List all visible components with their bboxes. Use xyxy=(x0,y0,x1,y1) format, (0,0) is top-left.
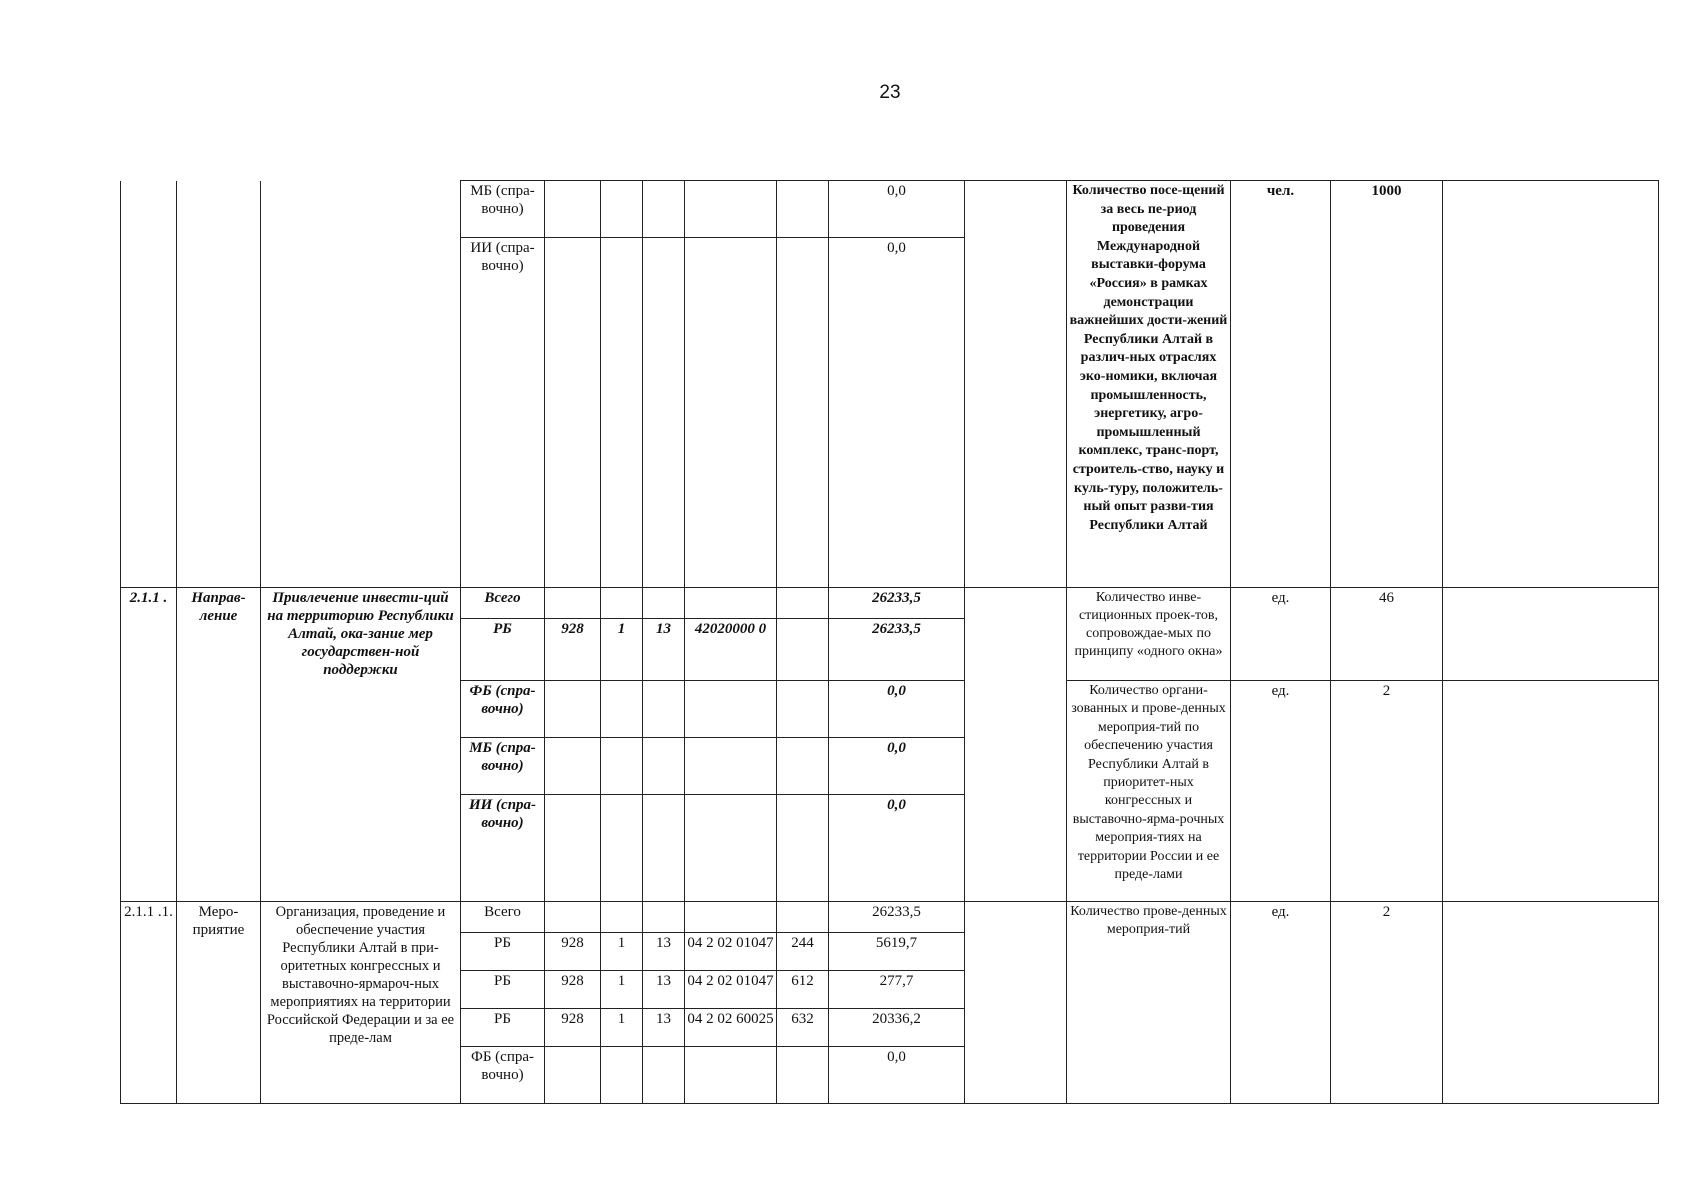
cell-pr: 13 xyxy=(643,1009,685,1047)
cell-pr xyxy=(643,902,685,933)
cell-blank xyxy=(965,902,1067,1104)
cell-source: МБ (спра-вочно) xyxy=(461,181,545,238)
cell-csr: 04 2 02 60025 xyxy=(685,1009,777,1047)
cell-csr xyxy=(685,181,777,238)
cell-csr xyxy=(685,588,777,619)
cell-vr: 612 xyxy=(777,971,829,1009)
cell-number: 2.1.1 .1. xyxy=(121,902,177,1104)
cell-type: Направ-ление xyxy=(177,588,261,902)
cell-note xyxy=(1443,181,1659,588)
cell-name: Организация, проведение и обеспечение участия Республики Алтай в при-оритетных конгрессных и выставочно-ярмароч-ных мероприятиях на территории Российской Федерации и за ее преде-лам xyxy=(261,902,461,1104)
cell-vr xyxy=(777,681,829,738)
cell-amount: 0,0 xyxy=(829,238,965,588)
cell-rz xyxy=(601,738,643,795)
cell-rz: 1 xyxy=(601,971,643,1009)
cell-indicator: Количество органи-зованных и прове-денных мероприя-тий по обеспечению участия Республики Алтай в приоритет-ных конгрессных и выставочно-ярма-рочных мероприя-тиях на территории России и ее преде-лами xyxy=(1067,681,1231,902)
cell-indicator: Количество инве-стиционных проек-тов, сопровождае-мых по принципу «одного окна» xyxy=(1067,588,1231,681)
cell-amount: 26233,5 xyxy=(829,619,965,681)
cell-gr xyxy=(545,681,601,738)
cell-name-empty xyxy=(261,181,461,588)
cell-amount: 26233,5 xyxy=(829,588,965,619)
cell-source: РБ xyxy=(461,933,545,971)
cell-gr: 928 xyxy=(545,619,601,681)
cell-rz xyxy=(601,795,643,902)
cell-vr xyxy=(777,1047,829,1104)
cell-source: Всего xyxy=(461,902,545,933)
cell-amount: 277,7 xyxy=(829,971,965,1009)
cell-blank xyxy=(965,588,1067,902)
cell-pr: 13 xyxy=(643,619,685,681)
cell-note xyxy=(1443,588,1659,681)
cell-pr xyxy=(643,181,685,238)
cell-csr xyxy=(685,902,777,933)
cell-number: 2.1.1 . xyxy=(121,588,177,902)
cell-source: ФБ (спра-вочно) xyxy=(461,681,545,738)
cell-amount: 0,0 xyxy=(829,738,965,795)
cell-pr: 13 xyxy=(643,933,685,971)
cell-vr xyxy=(777,795,829,902)
cell-pr xyxy=(643,238,685,588)
cell-source: РБ xyxy=(461,619,545,681)
cell-csr xyxy=(685,238,777,588)
cell-unit: ед. xyxy=(1231,681,1331,902)
cell-blank xyxy=(965,181,1067,588)
page-number: 23 xyxy=(879,82,901,103)
cell-csr xyxy=(685,738,777,795)
cell-value: 1000 xyxy=(1331,181,1443,588)
cell-rz xyxy=(601,1047,643,1104)
cell-rz xyxy=(601,588,643,619)
cell-rz: 1 xyxy=(601,1009,643,1047)
cell-amount: 0,0 xyxy=(829,1047,965,1104)
cell-source: Всего xyxy=(461,588,545,619)
cell-source: РБ xyxy=(461,1009,545,1047)
cell-source: МБ (спра-вочно) xyxy=(461,738,545,795)
cell-pr xyxy=(643,1047,685,1104)
cell-unit: чел. xyxy=(1231,181,1331,588)
cell-value: 46 xyxy=(1331,588,1443,681)
cell-vr xyxy=(777,738,829,795)
cell-vr xyxy=(777,238,829,588)
cell-type-empty xyxy=(177,181,261,588)
table-row xyxy=(121,588,1659,619)
cell-csr: 04 2 02 01047 xyxy=(685,933,777,971)
cell-gr xyxy=(545,1047,601,1104)
cell-unit: ед. xyxy=(1231,902,1331,1104)
cell-vr xyxy=(777,588,829,619)
cell-type: Меро-приятие xyxy=(177,902,261,1104)
cell-amount: 0,0 xyxy=(829,795,965,902)
cell-amount: 0,0 xyxy=(829,181,965,238)
cell-amount: 26233,5 xyxy=(829,902,965,933)
program-table xyxy=(120,180,1659,1104)
cell-csr xyxy=(685,1047,777,1104)
cell-gr: 928 xyxy=(545,933,601,971)
cell-number-empty xyxy=(121,181,177,588)
cell-pr xyxy=(643,795,685,902)
cell-csr: 04 2 02 01047 xyxy=(685,971,777,1009)
cell-amount: 5619,7 xyxy=(829,933,965,971)
cell-gr: 928 xyxy=(545,1009,601,1047)
cell-note xyxy=(1443,902,1659,1104)
cell-amount: 0,0 xyxy=(829,681,965,738)
cell-source: ИИ (спра-вочно) xyxy=(461,795,545,902)
cell-rz xyxy=(601,238,643,588)
cell-value: 2 xyxy=(1331,681,1443,902)
cell-gr xyxy=(545,588,601,619)
cell-indicator: Количество прове-денных мероприя-тий xyxy=(1067,902,1231,1104)
cell-note xyxy=(1443,681,1659,902)
cell-source: ФБ (спра-вочно) xyxy=(461,1047,545,1104)
cell-pr xyxy=(643,681,685,738)
cell-gr xyxy=(545,181,601,238)
cell-source: РБ xyxy=(461,971,545,1009)
cell-source: ИИ (спра-вочно) xyxy=(461,238,545,588)
cell-gr: 928 xyxy=(545,971,601,1009)
cell-amount: 20336,2 xyxy=(829,1009,965,1047)
cell-gr xyxy=(545,738,601,795)
cell-vr xyxy=(777,181,829,238)
cell-pr: 13 xyxy=(643,971,685,1009)
table-row xyxy=(121,902,1659,933)
cell-rz xyxy=(601,181,643,238)
cell-rz: 1 xyxy=(601,933,643,971)
cell-name: Привлечение инвести-ций на территорию Республики Алтай, ока-зание мер государствен-ной поддержки xyxy=(261,588,461,902)
cell-rz xyxy=(601,902,643,933)
cell-csr xyxy=(685,681,777,738)
cell-rz xyxy=(601,681,643,738)
cell-vr xyxy=(777,902,829,933)
cell-gr xyxy=(545,238,601,588)
cell-vr: 632 xyxy=(777,1009,829,1047)
cell-rz: 1 xyxy=(601,619,643,681)
cell-csr: 42020000 0 xyxy=(685,619,777,681)
cell-value: 2 xyxy=(1331,902,1443,1104)
cell-gr xyxy=(545,902,601,933)
cell-pr xyxy=(643,738,685,795)
cell-unit: ед. xyxy=(1231,588,1331,681)
cell-gr xyxy=(545,795,601,902)
cell-csr xyxy=(685,795,777,902)
cell-vr xyxy=(777,619,829,681)
cell-indicator: Количество посе-щений за весь пе-риод проведения Международной выставки-форума «Россия» в рамках демонстрации важнейших дости-жений Республики Алтай в различ-ных отраслях эко-номики, включая промышленность, энергетику, агро-промышленный комплекс, транс-порт, строитель-ство, науку и куль-туру, положитель-ный опыт разви-тия Республики Алтай xyxy=(1067,181,1231,588)
cell-pr xyxy=(643,588,685,619)
table-row xyxy=(121,181,1659,238)
cell-vr: 244 xyxy=(777,933,829,971)
